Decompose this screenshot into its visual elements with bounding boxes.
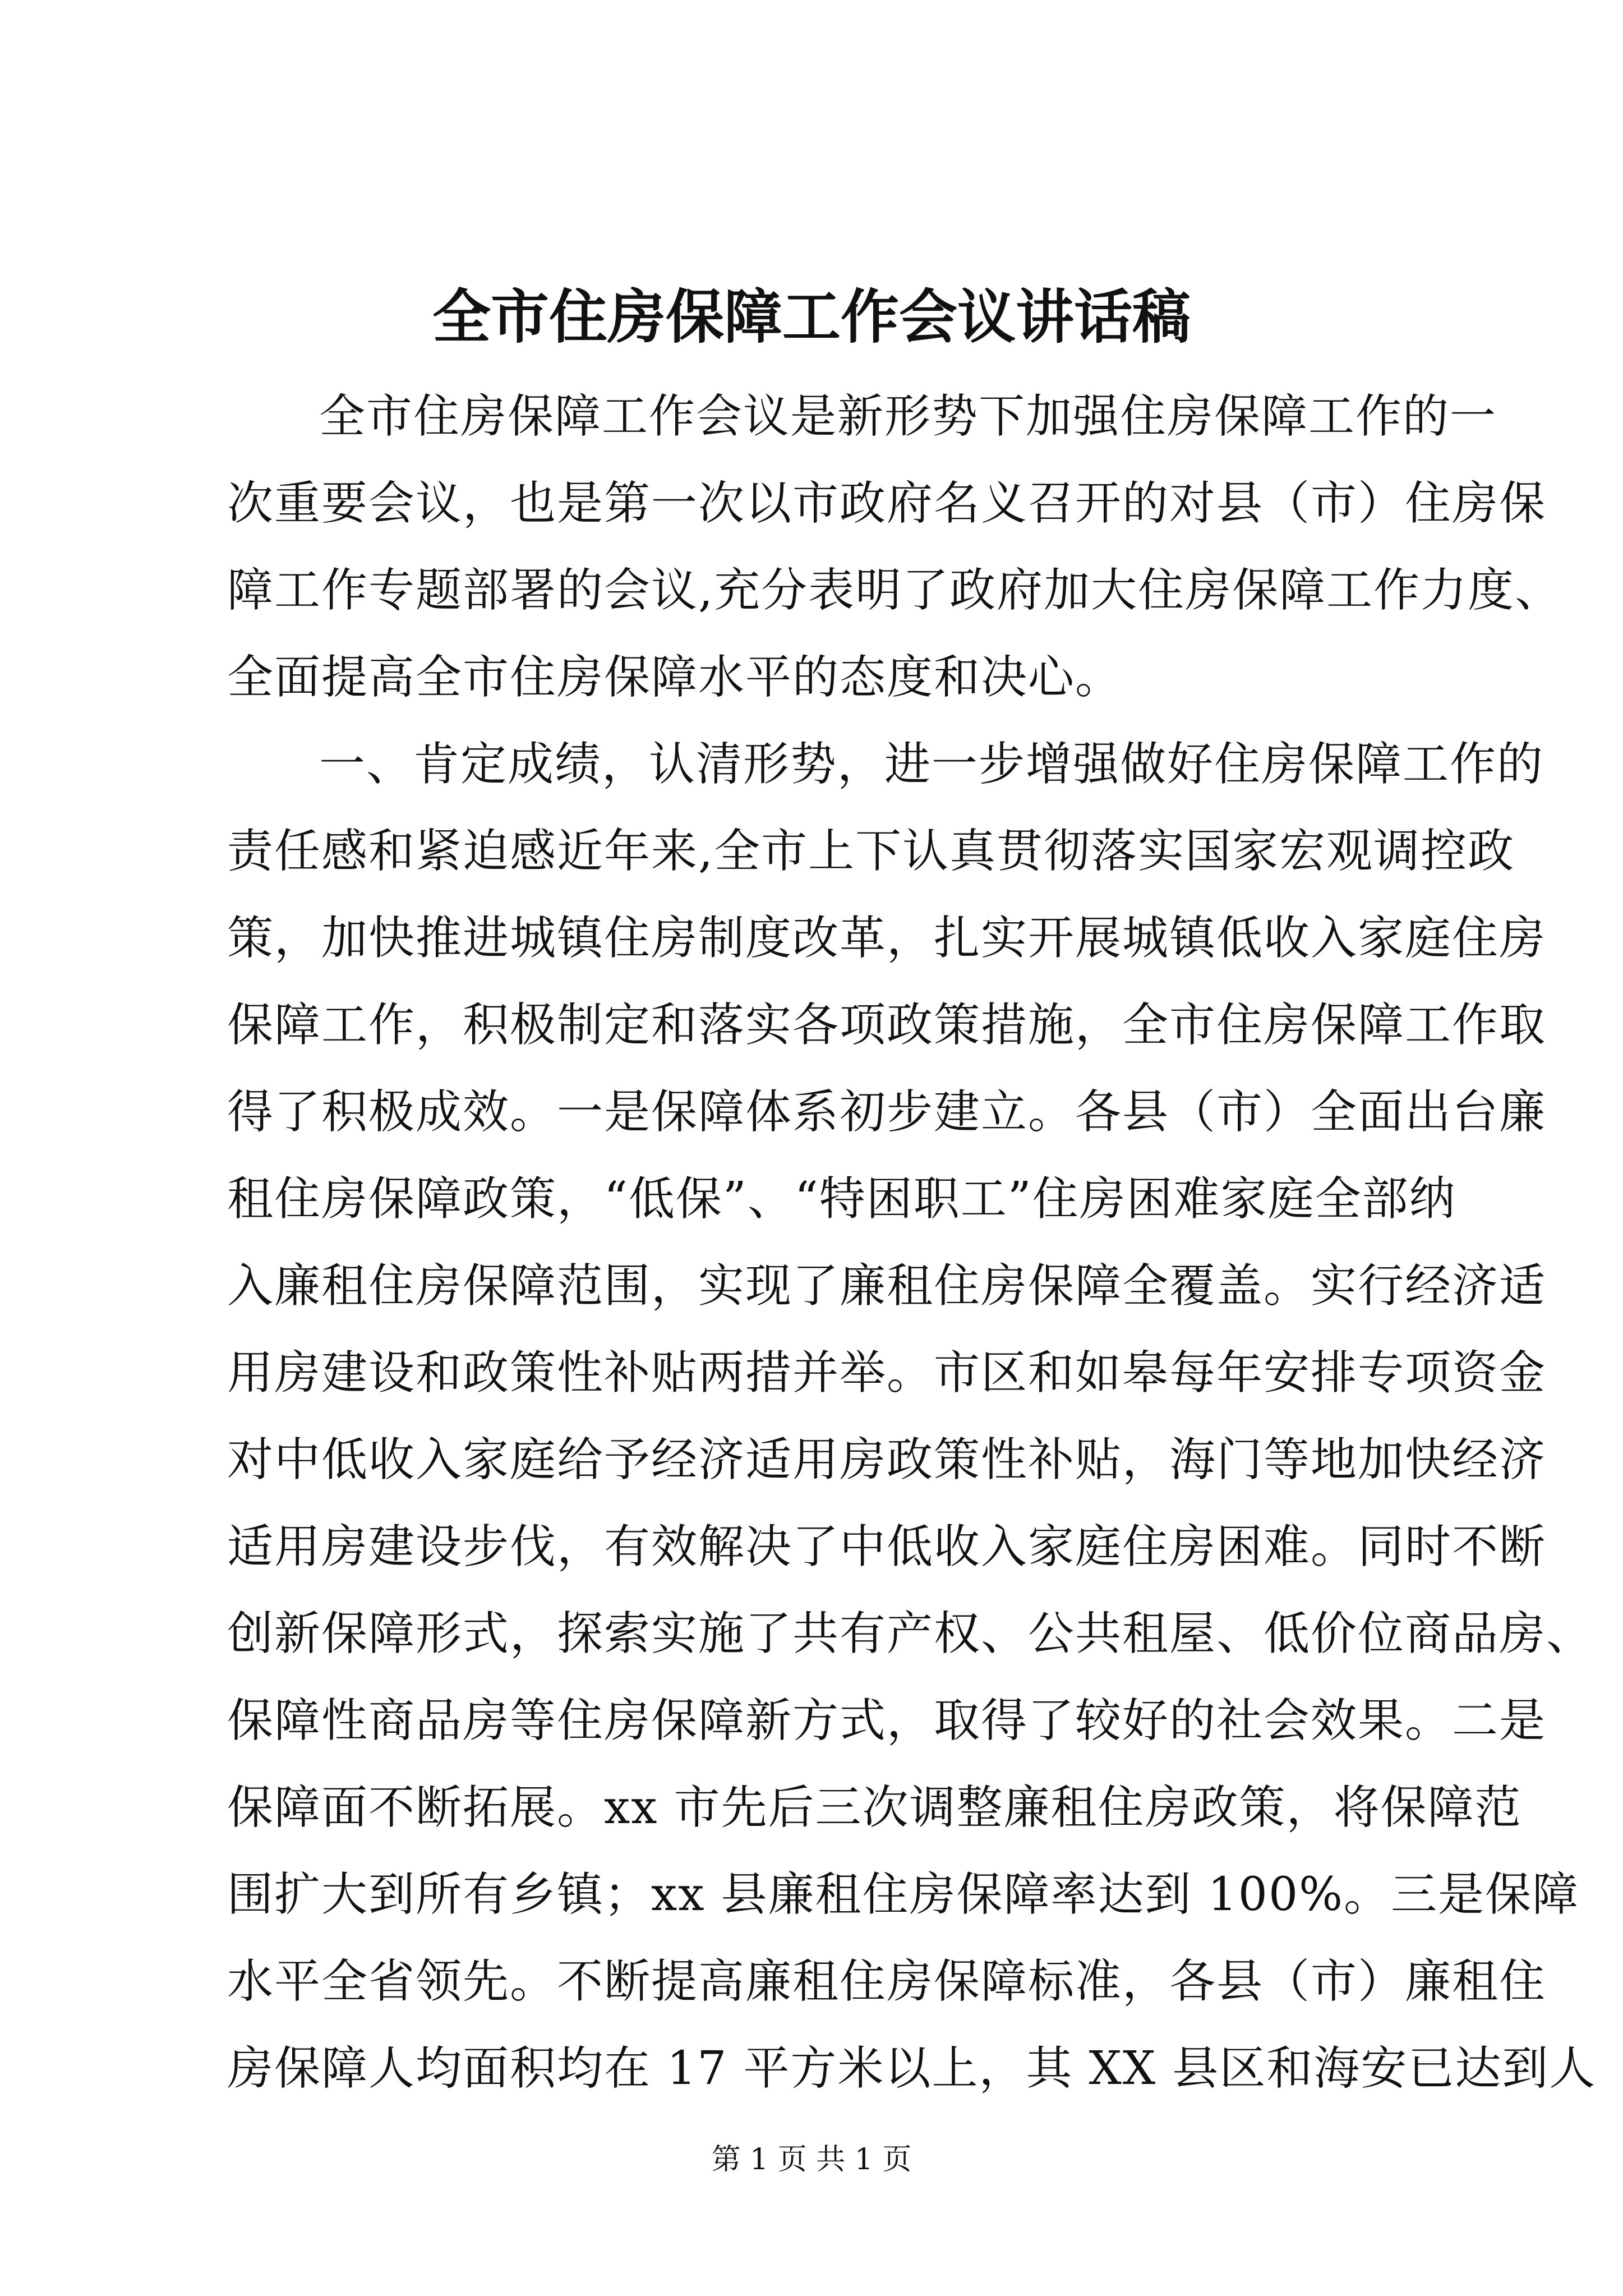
page-footer: 第 1 页 共 1 页 — [711, 2143, 912, 2177]
paragraph-2-line-2: 责任感和紧迫感近年来,全市上下认真贯彻落实国家宏观调控政 — [227, 825, 1515, 878]
paragraph-2-line-10: 适用房建设步伐，有效解决了中低收入家庭住房困难。同时不断 — [227, 1520, 1547, 1573]
paragraph-1-line-3: 障工作专题部署的会议,充分表明了政府加大住房保障工作力度、 — [227, 564, 1562, 617]
paragraph-1-line-1: 全市住房保障工作会议是新形势下加强住房保障工作的一 — [319, 390, 1497, 443]
paragraph-2-line-13: 保障面不断拓展。xx 市先后三次调整廉租住房政策，将保障范 — [227, 1781, 1522, 1834]
paragraph-2-line-12: 保障性商品房等住房保障新方式，取得了较好的社会效果。二是 — [227, 1694, 1547, 1747]
document-title: 全市住房保障工作会议讲话稿 — [432, 282, 1191, 351]
paragraph-2-line-9: 对中低收入家庭给予经济适用房政策性补贴，海门等地加快经济 — [227, 1433, 1547, 1487]
paragraph-1-line-4: 全面提高全市住房保障水平的态度和决心。 — [227, 651, 1123, 704]
paragraph-2-line-11: 创新保障形式，探索实施了共有产权、公共租屋、低价位商品房、 — [227, 1607, 1594, 1660]
paragraph-2-line-3: 策，加快推进城镇住房制度改革，扎实开展城镇低收入家庭住房 — [227, 912, 1547, 965]
document-body — [227, 373, 1597, 2112]
paragraph-2-line-4: 保障工作，积极制定和落实各项政策措施，全市住房保障工作取 — [227, 999, 1547, 1052]
paragraph-2-line-15: 水平全省领先。不断提高廉租住房保障标准，各县（市）廉租住 — [227, 1955, 1547, 2008]
paragraph-2-line-8: 用房建设和政策性补贴两措并举。市区和如皋每年安排专项资金 — [227, 1346, 1547, 1400]
paragraph-2-line-6: 租住房保障政策，“低保”、“特困职工”住房困难家庭全部纳 — [227, 1172, 1456, 1226]
paragraph-2-line-16: 房保障人均面积均在 17 平方米以上，其 XX 县区和海安已达到人 — [227, 2042, 1597, 2095]
paragraph-1-line-2: 次重要会议，也是第一次以市政府名义召开的对县（市）住房保 — [227, 477, 1547, 530]
paragraph-2-line-14: 围扩大到所有乡镇；xx 县廉租住房保障率达到 100%。三是保障 — [227, 1868, 1580, 1921]
paragraph-2-line-5: 得了积极成效。一是保障体系初步建立。各县（市）全面出台廉 — [227, 1085, 1547, 1139]
paragraph-2-line-7: 入廉租住房保障范围，实现了廉租住房保障全覆盖。实行经济适 — [227, 1259, 1547, 1313]
paragraph-2-line-1: 一、肯定成绩，认清形势，进一步增强做好住房保障工作的 — [319, 738, 1544, 791]
